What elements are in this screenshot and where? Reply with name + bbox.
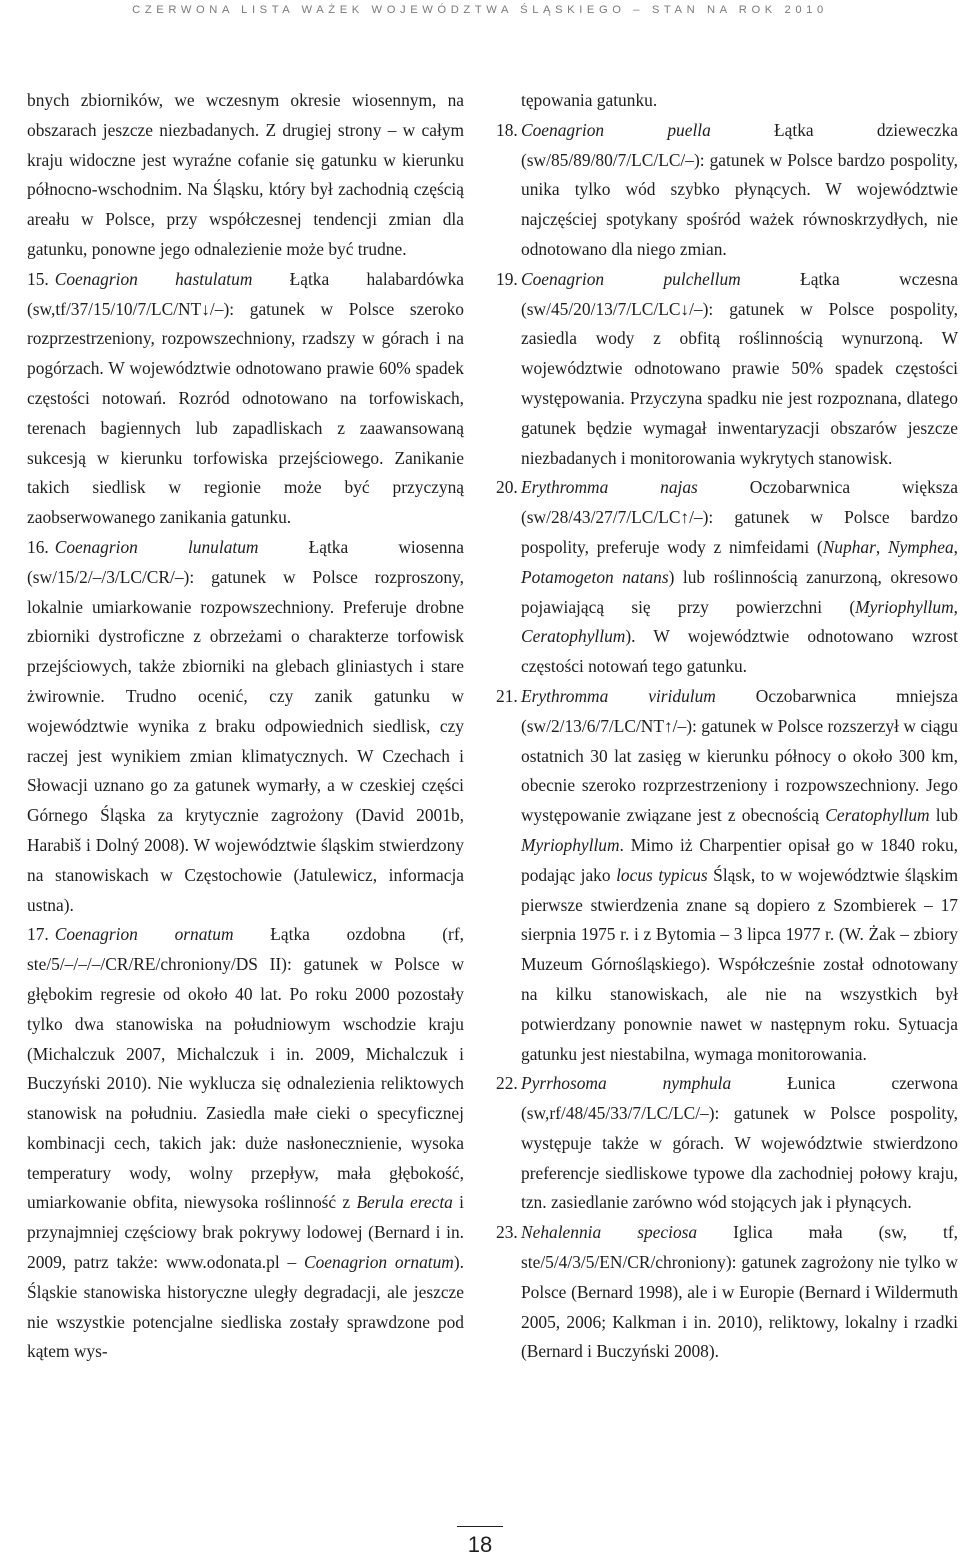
species-entry-17 (27, 920, 464, 1367)
species-name: Coenagrion hastulatum (54, 268, 253, 289)
entry-text: Łątka halabardówka (sw,tf/37/15/10/7/LC/NT↓/–): gatunek w Polsce szeroko rozprzestrzeniony, rozpowszechniony, rzadszy w górach i na pogórzach. W województwie odnotowano prawie 60% spadek częstości notowań. Rozród odnotowano na torfowiskach, terenach bagiennych lub zapadliskach z zaawansowaną sukcesją w kierunku torfowiska przejściowego. Zanikanie takich siedlisk w regionie może być przyczyną zaobserwowanego zanikania gatunku. (27, 268, 464, 528)
entry-text: Iglica mała (sw, tf, ste/5/4/3/5/EN/CR/chroniony): gatunek zagrożony nie tylko w Polsce (Bernard 1998), ale i w Europie (Bernard i Wildermuth 2005, 2006; Kalkman i in. 2010), reliktowy, lokalny i rzadki (Bernard i Buczyński 2008). (521, 1222, 958, 1362)
entry-text: lub (929, 805, 959, 826)
species-name: Erythromma viridulum (521, 685, 716, 706)
separator: , (953, 536, 958, 557)
species-entry-22 (496, 1069, 958, 1218)
species-entry-16 (27, 533, 464, 920)
entry-number: 18. (496, 119, 518, 140)
species-entry-18 (496, 116, 958, 265)
intro-paragraph: bnych zbiorników, we wczesnym okresie wiosennym, na obszarach jeszcze niezbadanych. Z drugiej strony – w całym kraju widoczne jest wyraźne cofanie się gatunku w kierunku północno-wschodnim. Na Śląsku, który był zachodnią częścią areału w Polsce, przy współczesnej tendencji zmian dla gatunku, ponowne jego odnalezienie może być trudne. (27, 90, 464, 259)
entry-number: 22. (496, 1073, 518, 1094)
entry-text: ) lub roślinnością zanurzoną, okresowo pojawiającą się przy powierzchni ( (521, 566, 959, 617)
entry-text: Łunica czerwona (sw,rf/48/45/33/7/LC/LC/–): gatunek w Polsce pospolity, występuje także w górach. W województwie stwierdzono preferencje siedliskowe typowe dla zachodniej połowy kraju, tzn. zasiedlanie zarówno wód stojących jak i płynących. (521, 1073, 958, 1213)
plant-name: Ceratophyllum (521, 626, 626, 647)
entry-number: 17. (27, 924, 49, 945)
species-name: Pyrrhosoma nymphula (521, 1073, 732, 1094)
entry-text: Oczobarwnica mniejsza (sw/2/13/6/7/LC/NT↑/–): gatunek w Polsce rozszerzył w ciągu ostatnich 30 lat zasięg w kierunku północy o około 300 km, obecnie szeroko rozprzestrzeniony i rozpowszechniony. Jego występowanie związane jest z obecnością (521, 685, 958, 826)
species-name: Coenagrion lunulatum (54, 536, 259, 557)
plant-name: Myriophyllum (521, 834, 620, 855)
species-entry-15 (27, 265, 464, 533)
entry-number: 19. (496, 268, 518, 289)
entry-text: Łątka ozdobna (rf, ste/5/–/–/–/CR/RE/chroniony/DS II): gatunek w Polsce w głębokim regresie od około 40 lat. Po roku 2000 pozostały tylko dwa stanowiska na południowym wschodzie kraju (Michalczuk 2007, Michalczuk i in. 2009, Michalczuk i Buczyński 2010). Nie wyklucza się odnalezienia reliktowych stanowisk na południu. Zasiedla małe cieki o specyficznej kombinacji cech, takich jak: duże nasłonecznienie, wysoka temperatury wody, wolny przepływ, mała głębokość, umiarkowanie obfita, niewysoka roślinność z (27, 924, 464, 1213)
separator: , (875, 536, 888, 557)
plant-name: Potamogeton natans (521, 566, 669, 587)
species-name: Coenagrion ornatum (54, 924, 234, 945)
species-name: Nehalennia speciosa (521, 1222, 698, 1243)
species-entry-21 (496, 682, 958, 1069)
plant-name: Nymphea (887, 536, 954, 557)
plant-name: Nuphar (822, 536, 876, 557)
entry-number: 20. (496, 477, 518, 498)
entry-text: Oczobarwnica większa (sw/28/43/27/7/LC/LC↑/–): gatunek w Polsce bardzo pospolity, preferuje wody z nimfeidami ( (521, 477, 958, 557)
entry-text: Śląsk, to w województwie śląskim pierwsze stwierdzenia znane są dopiero z Szombierek – 17 sierpnia 1975 r. i z Bytomia – 3 lipca 1977 r. (W. Żak – zbiory Muzeum Górnośląskiego). Współcześnie został odnotowany na kilku stanowiskach, ale nie na wszystkich był potwierdzany ponownie nawet w następnym roku. Sytuacja gatunku jest niestabilna, wymaga monitorowania. (521, 864, 958, 1064)
right-column (496, 86, 958, 1367)
species-name: Erythromma najas (521, 477, 698, 498)
separator: , (953, 596, 958, 617)
running-header: CZERWONA LISTA WAŻEK WOJEWÓDZTWA ŚLĄSKIEGO – STAN NA ROK 2010 (132, 4, 828, 16)
plant-name: Berula erecta (356, 1192, 453, 1213)
plant-name: Ceratophyllum (825, 805, 930, 826)
species-name: Coenagrion puella (521, 119, 711, 140)
page-number-rule (457, 1526, 503, 1527)
entry-number: 21. (496, 685, 518, 706)
entry-text: Łątka dzieweczka (sw/85/89/80/7/LC/LC/–): gatunek w Polsce bardzo pospolity, unika tylko wód szybko płynących. W województwie najczęściej spotykany spośród ważek równoskrzydłych, nie odnotowano dla niego zmian. (521, 119, 958, 259)
entry-number: 23. (496, 1222, 518, 1243)
species-entry-19 (496, 265, 958, 474)
entry-number: 16. (27, 536, 49, 557)
entry-text: i przynajmniej częściowy brak pokrywy lodowej (Bernard i in. 2009, patrz także: www.odonata.pl – (27, 1192, 464, 1273)
entry-text: ). Śląskie stanowiska historyczne uległy degradacji, ale jeszcze nie wszystkie potencjalne siedliska zostały sprawdzone pod kątem wys- (27, 1252, 464, 1362)
entry-text: ). W województwie odnotowano wzrost częstości notowań tego gatunku. (521, 626, 958, 677)
species-entry-20 (496, 473, 958, 682)
page-number: 18 (467, 1532, 493, 1557)
entry-number: 15. (27, 268, 49, 289)
continuation-text: tępowania gatunku. (521, 90, 658, 110)
entry-text: Łątka wiosenna (sw/15/2/–/3/LC/CR/–): gatunek w Polsce rozproszony, lokalnie umiarkowanie rozpowszechniony. Preferuje drobne zbiorniki dystroficzne z obrzeżami o charakterze torfowisk przejściowych, także zbiorniki na glebach gliniastych i stare żwirownie. Trudno ocenić, czy zanik gatunku w województwie wynika z braku odpowiednich siedlisk, czy raczej jest wynikiem zmian klimatycznych. W Czechach i Słowacji uznano go za gatunek wymarły, a w czeskiej części Górnego Śląska za krytycznie zagrożony (David 2001b, Harabiš i Dolný 2008). W województwie śląskim stwierdzony na stanowiskach w Częstochowie (Jatulewicz, informacja ustna). (27, 536, 465, 915)
species-name: Coenagrion ornatum (304, 1252, 454, 1273)
species-name: Coenagrion pulchellum (521, 268, 741, 289)
left-column (27, 86, 464, 1367)
species-entry-23 (496, 1218, 958, 1367)
latin-term: locus typicus (616, 864, 708, 885)
entry-text: Łątka wczesna (sw/45/20/13/7/LC/LC↓/–): gatunek w Polsce pospolity, zasiedla wody z obfitą roślinnością wynurzoną. W województwie odnotowano prawie 50% spadek częstości występowania. Przyczyna spadku nie jest rozpoznana, dlatego gatunek będzie wymagał inwentaryzacji obszarów jeszcze niezbadanych i monitorowania wykrytych stanowisk. (521, 268, 958, 468)
plant-name: Myriophyllum (855, 596, 954, 617)
entry-text: . Mimo iż Charpentier opisał go w 1840 roku, podając jako (521, 834, 958, 885)
